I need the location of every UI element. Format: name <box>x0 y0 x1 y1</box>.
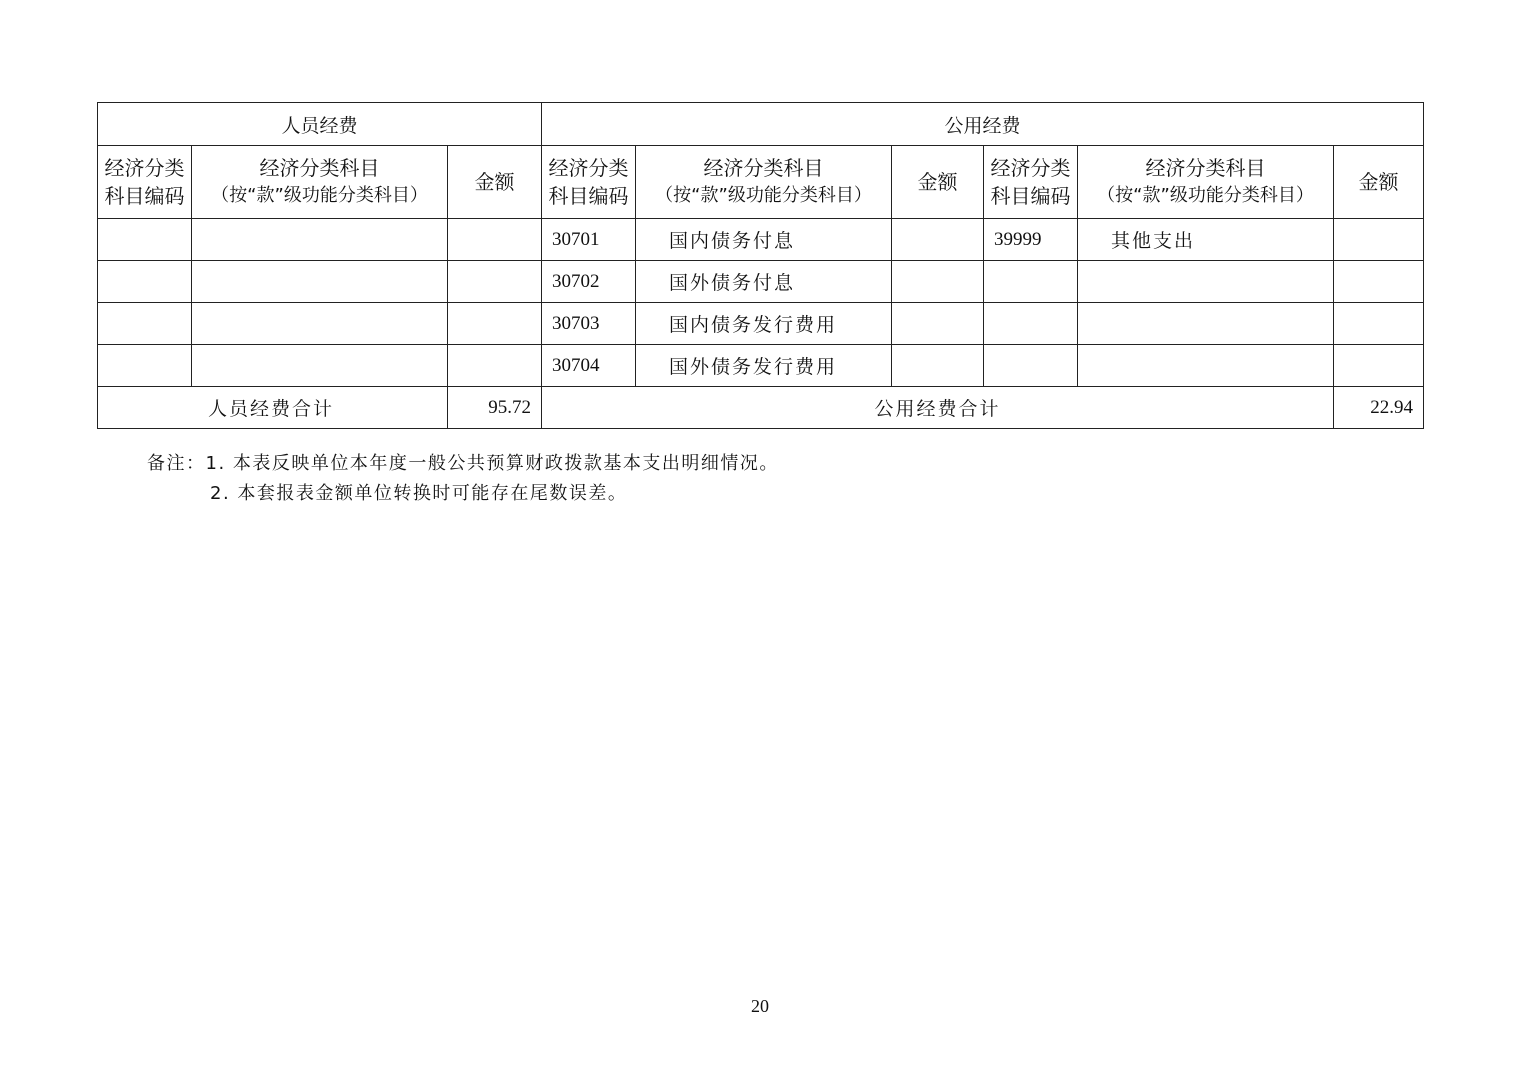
cell-g2-code <box>984 261 1078 303</box>
cell-p-code <box>98 219 192 261</box>
cell-g2-code <box>984 345 1078 387</box>
total-personnel-value: 95.72 <box>448 387 542 429</box>
cell-g2-amount <box>1334 219 1424 261</box>
cell-g1-amount <box>892 261 984 303</box>
cell-p-name <box>192 303 448 345</box>
cell-g2-name <box>1078 261 1334 303</box>
cell-g1-amount <box>892 345 984 387</box>
col-amount-header: 金额 <box>448 146 542 219</box>
col-name-header: 经济分类科目 （按“款”级功能分类科目） <box>636 146 892 219</box>
cell-g1-name: 国内债务付息 <box>636 219 892 261</box>
cell-g2-code: 39999 <box>984 219 1078 261</box>
cell-g2-amount <box>1334 261 1424 303</box>
col-code-header: 经济分类 科目编码 <box>542 146 636 219</box>
cell-p-name <box>192 261 448 303</box>
expenditure-table <box>97 102 1424 429</box>
cell-p-name <box>192 345 448 387</box>
cell-g1-code: 30701 <box>542 219 636 261</box>
cell-g1-name: 国外债务付息 <box>636 261 892 303</box>
cell-g1-amount <box>892 219 984 261</box>
cell-p-amount <box>448 219 542 261</box>
cell-g1-code: 30703 <box>542 303 636 345</box>
cell-g1-amount <box>892 303 984 345</box>
table-row <box>98 219 1424 261</box>
section-header-row <box>98 103 1424 146</box>
cell-p-amount <box>448 303 542 345</box>
section-personnel: 人员经费 <box>98 103 542 146</box>
table-row <box>98 303 1424 345</box>
cell-p-amount <box>448 261 542 303</box>
cell-p-code <box>98 261 192 303</box>
col-name-header: 经济分类科目 （按“款”级功能分类科目） <box>1078 146 1334 219</box>
cell-g2-name <box>1078 345 1334 387</box>
col-code-header: 经济分类 科目编码 <box>984 146 1078 219</box>
section-public: 公用经费 <box>542 103 1424 146</box>
cell-p-name <box>192 219 448 261</box>
cell-g2-name: 其他支出 <box>1078 219 1334 261</box>
table-row <box>98 261 1424 303</box>
notes <box>147 449 779 509</box>
cell-g1-code: 30704 <box>542 345 636 387</box>
note-line-1: 备注：1. 本表反映单位本年度一般公共预算财政拨款基本支出明细情况。 <box>147 453 779 474</box>
cell-g2-name <box>1078 303 1334 345</box>
cell-p-code <box>98 303 192 345</box>
total-public-label: 公用经费合计 <box>542 387 1334 429</box>
note-line-2: 2. 本套报表金额单位转换时可能存在尾数误差。 <box>210 483 628 504</box>
page-number: 20 <box>751 996 769 1016</box>
cell-p-code <box>98 345 192 387</box>
col-code-header: 经济分类 科目编码 <box>98 146 192 219</box>
cell-g1-name: 国内债务发行费用 <box>636 303 892 345</box>
cell-g1-code: 30702 <box>542 261 636 303</box>
cell-g2-code <box>984 303 1078 345</box>
cell-g2-amount <box>1334 345 1424 387</box>
cell-g2-amount <box>1334 303 1424 345</box>
col-amount-header: 金额 <box>1334 146 1424 219</box>
column-header-row <box>98 146 1424 219</box>
table-row <box>98 345 1424 387</box>
cell-g1-name: 国外债务发行费用 <box>636 345 892 387</box>
total-row <box>98 387 1424 429</box>
col-name-header: 经济分类科目 （按“款”级功能分类科目） <box>192 146 448 219</box>
col-amount-header: 金额 <box>892 146 984 219</box>
cell-p-amount <box>448 345 542 387</box>
total-personnel-label: 人员经费合计 <box>98 387 448 429</box>
total-public-value: 22.94 <box>1334 387 1424 429</box>
